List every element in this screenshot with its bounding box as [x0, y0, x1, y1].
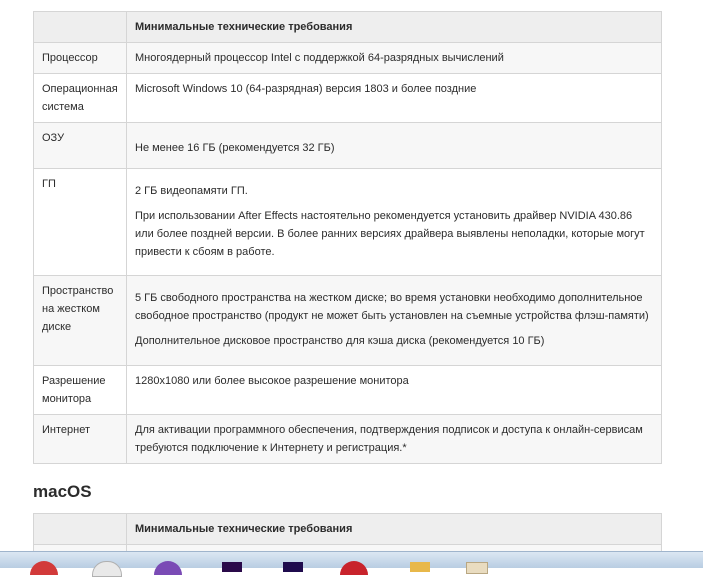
- row-value-gpu-1: 2 ГБ видеопамяти ГП.: [135, 185, 248, 197]
- row-value-monitor: 1280x1080 или более высокое разрешение монитора: [135, 375, 409, 387]
- notes-icon[interactable]: [466, 562, 488, 574]
- table-header-row: [34, 514, 662, 545]
- app-icon[interactable]: [154, 561, 182, 575]
- table-row-ram: [34, 123, 662, 169]
- row-value-disk-1: 5 ГБ свободного пространства на жестком диске; во время установки необходимо дополнительное свободное пространство (продукт не может быть установлен на съемные устройства флэш-памяти): [135, 292, 649, 322]
- table-row-disk: [34, 276, 662, 366]
- table-row-os: [34, 74, 662, 123]
- table-row-monitor: [34, 366, 662, 415]
- row-label-monitor: Разрешение монитора: [42, 375, 106, 405]
- row-value-gpu-2: При использовании After Effects настоятельно рекомендуется установить драйвер NVIDIA 430.86 или более поздней версии. В более ранних версиях драйвера выявлены неполадки, которые могут привести к сбоям в работе.: [135, 210, 645, 258]
- row-label-internet: Интернет: [42, 424, 90, 436]
- windows-requirements-table: [33, 11, 662, 464]
- after-effects-icon[interactable]: [283, 562, 303, 572]
- row-value-cpu: Многоядерный процессор Intel с поддержкой 64-разрядных вычислений: [135, 52, 504, 64]
- row-label-os: Операционная система: [42, 83, 118, 113]
- table-header-row: [34, 12, 662, 43]
- row-value-ram: Не менее 16 ГБ (рекомендуется 32 ГБ): [135, 142, 335, 154]
- row-value-os: Microsoft Windows 10 (64-разрядная) версия 1803 и более поздние: [135, 83, 477, 95]
- row-label-ram: ОЗУ: [42, 132, 65, 144]
- table-row-internet: [34, 415, 662, 464]
- row-label-disk: Пространство на жестком диске: [42, 285, 114, 333]
- row-value-internet: Для активации программного обеспечения, подтверждения подписок и доступа к онлайн-сервисам требуются подключение к Интернету и регистрация.*: [135, 424, 643, 454]
- table-row-cpu: [34, 43, 662, 74]
- header-empty-cell: [34, 514, 127, 545]
- row-label-cpu: Процессор: [42, 52, 98, 64]
- header-title: Минимальные технические требования: [127, 514, 662, 545]
- opera-icon[interactable]: [30, 561, 58, 575]
- table-row-gpu: [34, 169, 662, 276]
- macos-section-title: macOS: [33, 482, 92, 501]
- chrome-icon[interactable]: [92, 561, 122, 577]
- windows-taskbar: [0, 551, 703, 568]
- red-app-icon[interactable]: [340, 561, 368, 575]
- explorer-icon[interactable]: [410, 562, 430, 572]
- premiere-icon[interactable]: [222, 562, 242, 572]
- header-empty-cell: [34, 12, 127, 43]
- header-title: Минимальные технические требования: [127, 12, 662, 43]
- row-value-disk-2: Дополнительное дисковое пространство для кэша диска (рекомендуется 10 ГБ): [135, 335, 545, 347]
- row-label-gpu: ГП: [42, 178, 56, 190]
